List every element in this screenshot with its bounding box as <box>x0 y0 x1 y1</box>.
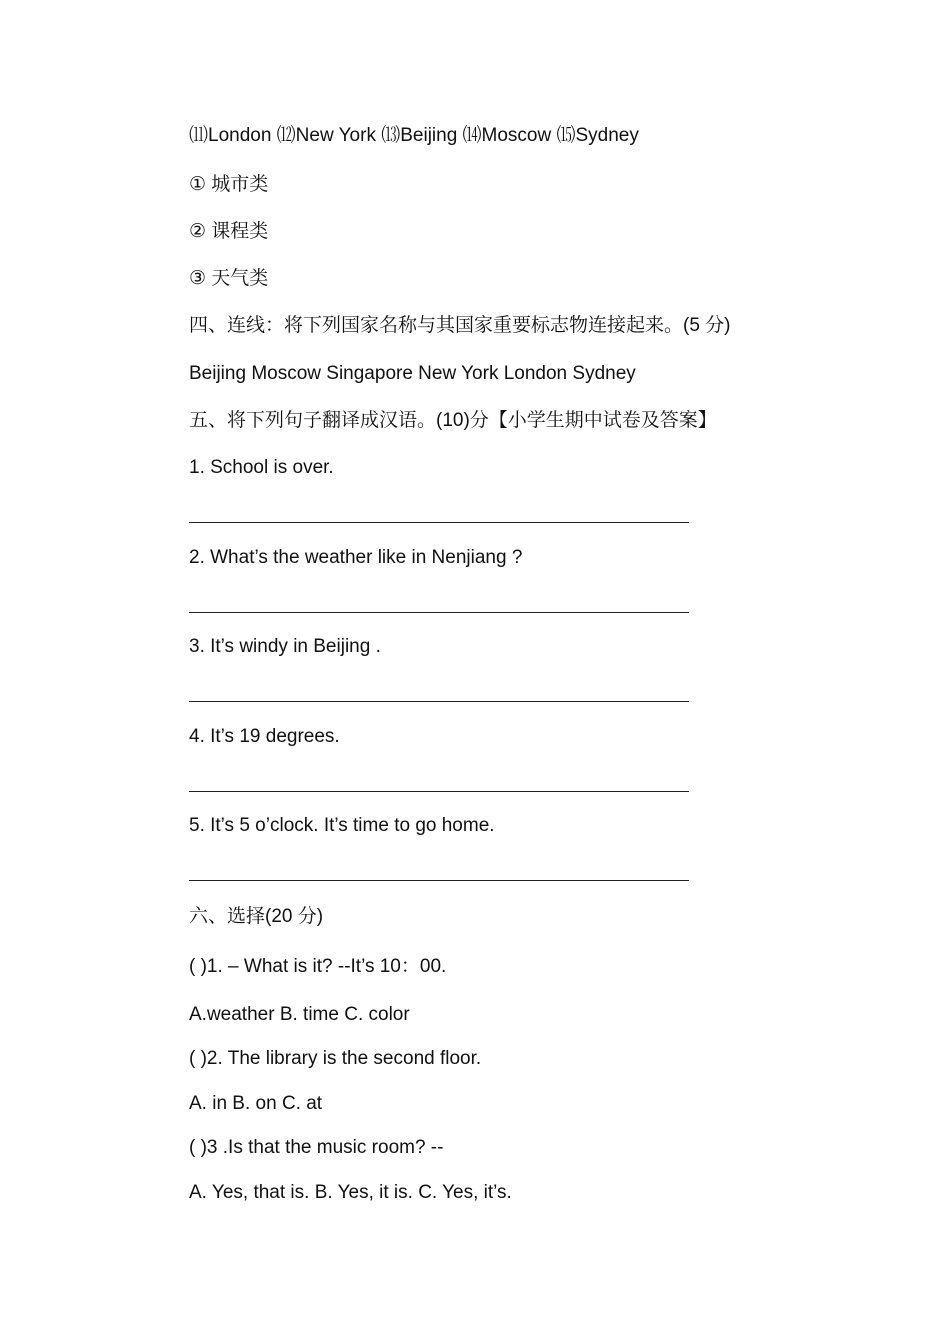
category-course: ② 课程类 <box>189 221 269 242</box>
answer-blank[interactable] <box>189 522 689 523</box>
choice-options: A. in B. on C. at <box>189 1093 323 1114</box>
choice-question: ( )2. The library is the second floor. <box>189 1048 482 1069</box>
answer-blank[interactable] <box>189 612 689 613</box>
section4-cities: Beijing Moscow Singapore New York London Sydney <box>189 363 636 384</box>
translation-item: 1. School is over. <box>189 457 334 478</box>
choice-question: ( )1. – What is it? --It’s 10：00. <box>189 956 447 977</box>
choice-question: ( )3 .Is that the music room? -- <box>189 1137 444 1158</box>
translation-item: 5. It’s 5 o’clock. It’s time to go home. <box>189 815 495 836</box>
translation-item: 4. It’s 19 degrees. <box>189 726 340 747</box>
category-weather: ③ 天气类 <box>189 268 269 289</box>
translation-item: 3. It’s windy in Beijing . <box>189 636 381 657</box>
translation-item: 2. What’s the weather like in Nenjiang ? <box>189 547 523 568</box>
section5-heading: 五、将下列句子翻译成汉语。(10)分【小学生期中试卷及答案】 <box>189 410 717 431</box>
section4-heading: 四、连线：将下列国家名称与其国家重要标志物连接起来。(5 分) <box>189 315 731 336</box>
section6-heading: 六、选择(20 分) <box>189 906 324 927</box>
category-city: ① 城市类 <box>189 174 269 195</box>
answer-blank[interactable] <box>189 791 689 792</box>
cities-line: ⑾London ⑿New York ⒀Beijing ⒁Moscow ⒂Sydney <box>189 125 639 146</box>
answer-blank[interactable] <box>189 880 689 881</box>
answer-blank[interactable] <box>189 701 689 702</box>
choice-options: A.weather B. time C. color <box>189 1004 410 1025</box>
choice-options: A. Yes, that is. B. Yes, it is. C. Yes, it’s. <box>189 1182 512 1203</box>
